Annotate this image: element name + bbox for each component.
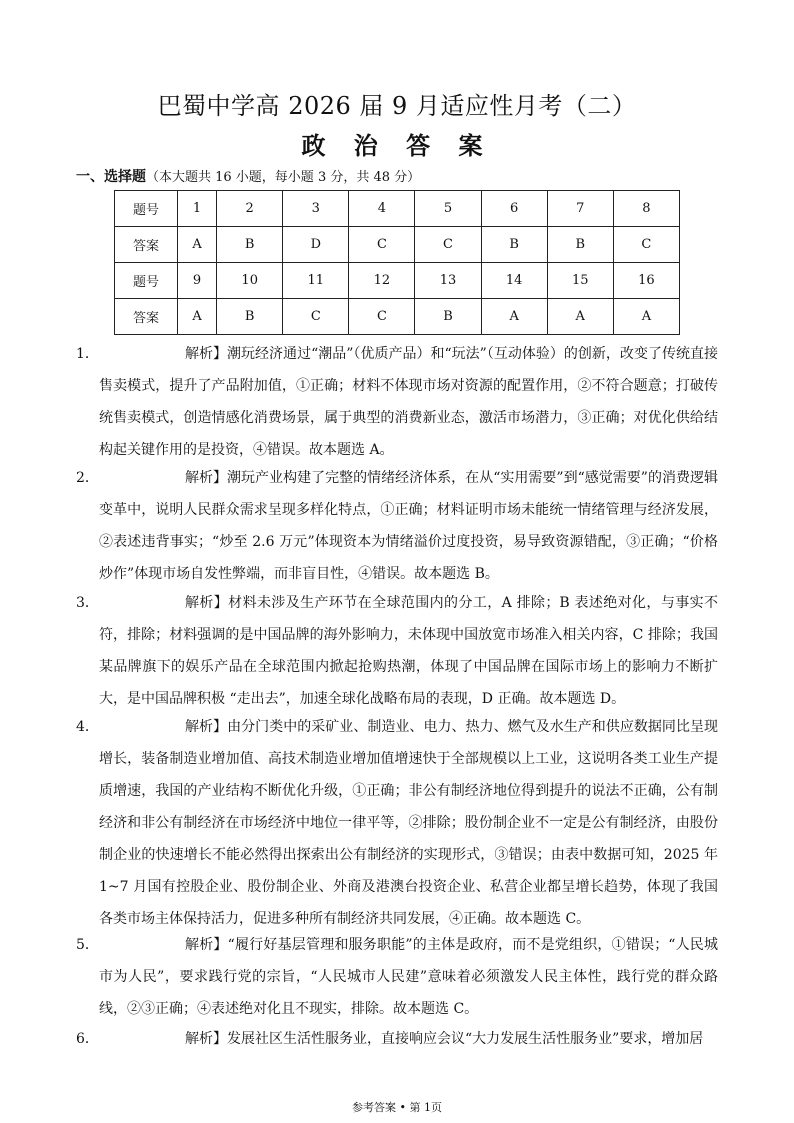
row-label: 答案 <box>115 227 178 263</box>
explanation-text: 解析】发展社区生活性服务业，直接响应会议“大力发展生活性服务业”要求，增加居 <box>185 1031 704 1047</box>
table-cell: B <box>481 227 547 263</box>
table-cell: B <box>217 299 283 335</box>
table-cell: A <box>178 299 217 335</box>
table-cell: 15 <box>547 263 613 299</box>
table-cell: B <box>217 227 283 263</box>
table-cell: 7 <box>547 191 613 227</box>
table-row <box>115 227 680 263</box>
table-cell: 14 <box>481 263 547 299</box>
row-label: 题号 <box>115 263 178 299</box>
table-cell: 4 <box>349 191 415 227</box>
question-number: 2． <box>76 470 99 486</box>
question-number: 5． <box>76 937 99 953</box>
table-cell: 13 <box>415 263 481 299</box>
explanation-text: 解析】“履行好基层管理和服务职能”的主体是政府，而不是党组织，①错误；“人民城市为人民”，要求践行党的宗旨，“人民城市人民建”意味着必须激发人民主体性，践行党的群众路线，②③正确；④表述绝对化且不现实，排除。故本题选 C。 <box>99 937 718 1017</box>
section-note: （本大题共 16 小题，每小题 3 分，共 48 分） <box>146 170 421 185</box>
table-cell: C <box>613 227 679 263</box>
explanation-1 <box>76 338 718 466</box>
table-cell: 2 <box>217 191 283 227</box>
explanation-4 <box>76 711 718 935</box>
answer-table <box>114 190 680 335</box>
table-cell: B <box>415 299 481 335</box>
explanation-5 <box>76 929 718 1025</box>
row-label: 答案 <box>115 299 178 335</box>
section-heading <box>76 166 420 186</box>
table-cell: A <box>613 299 679 335</box>
explanation-text: 解析】由分门类中的采矿业、制造业、电力、热力、燃气及水生产和供应数据同比呈现增长，装备制造业增加值、高技术制造业增加值增速快于全部规模以上工业，这说明各类工业生产提质增速，我国的产业结构不断优化升级，①正确；非公有制经济地位得到提升的说法不正确，公有制经济和非公有制经济在市场经济中地位一律平等，②排除；股份制企业不一定是公有制经济，由股份制企业的快速增长不能必然得出探索出公有制经济的实现形式，③错误；由表中数据可知，2025 年 1~7 月国有控股企业、股份制企业、外商及港澳台投资企业、私营企业都呈增长趋势，体现了我国各类市场主体保持活力，促进多种所有制经济共同发展，④正确。故本题选 C。 <box>99 719 718 927</box>
table-cell: 6 <box>481 191 547 227</box>
table-cell: D <box>283 227 349 263</box>
document-subtitle: 政 治 答 案 <box>301 131 493 160</box>
table-cell: A <box>481 299 547 335</box>
table-cell: 5 <box>415 191 481 227</box>
table-cell: C <box>415 227 481 263</box>
table-cell: C <box>349 227 415 263</box>
table-cell: C <box>349 299 415 335</box>
table-cell: 12 <box>349 263 415 299</box>
document-title: 巴蜀中学高 2026 届 9 月适应性月考（二） <box>157 92 637 120</box>
table-cell: B <box>547 227 613 263</box>
page-footer: 参考答案 • 第 1页 <box>352 1101 442 1114</box>
question-number: 1． <box>76 346 99 362</box>
explanation-3 <box>76 587 718 715</box>
table-cell: 8 <box>613 191 679 227</box>
table-cell: 11 <box>283 263 349 299</box>
explanation-2 <box>76 462 718 590</box>
table-cell: 16 <box>613 263 679 299</box>
table-row <box>115 263 680 299</box>
row-label: 题号 <box>115 191 178 227</box>
table-cell: C <box>283 299 349 335</box>
explanation-6 <box>76 1023 718 1055</box>
table-cell: 3 <box>283 191 349 227</box>
explanation-text: 解析】潮玩经济通过“潮品”（优质产品）和“玩法”（互动体验）的创新，改变了传统直接售卖模式，提升了产品附加值，①正确；材料不体现市场对资源的配置作用，②不符合题意；打破传统售卖模式，创造情感化消费场景，属于典型的消费新业态，激活市场潜力，③正确；对优化供给结构起关键作用的是投资，④错误。故本题选 A。 <box>99 346 718 458</box>
explanation-text: 解析】潮玩产业构建了完整的情绪经济体系，在从“实用需要”到“感觉需要”的消费逻辑变革中，说明人民群众需求呈现多样化特点，①正确；材料证明市场未能统一情绪管理与经济发展，②表述违背事实；“炒至 2.6 万元”体现资本为情绪溢价过度投资，易导致资源错配，③正确；“价格炒作”体现市场自发性弊端，而非盲目性，④错误。故本题选 B。 <box>99 470 718 582</box>
question-number: 6． <box>76 1031 99 1047</box>
question-number: 3． <box>76 595 99 611</box>
table-cell: 1 <box>178 191 217 227</box>
question-number: 4． <box>76 719 99 735</box>
explanation-text: 解析】材料未涉及生产环节在全球范围内的分工，A 排除；B 表述绝对化，与事实不符，排除；材料强调的是中国品牌的海外影响力，未体现中国放宽市场准入相关内容，C 排除；我国某品牌旗下的娱乐产品在全球范围内掀起抢购热潮，体现了中国品牌在国际市场上的影响力不断扩大，是中国品牌积极 “走出去”，加速全球化战略布局的表现，D 正确。故本题选 D。 <box>99 595 718 707</box>
table-cell: 10 <box>217 263 283 299</box>
table-cell: 9 <box>178 263 217 299</box>
table-row <box>115 299 680 335</box>
table-cell: A <box>178 227 217 263</box>
table-cell: A <box>547 299 613 335</box>
table-row <box>115 191 680 227</box>
section-title: 一、选择题 <box>76 169 146 185</box>
